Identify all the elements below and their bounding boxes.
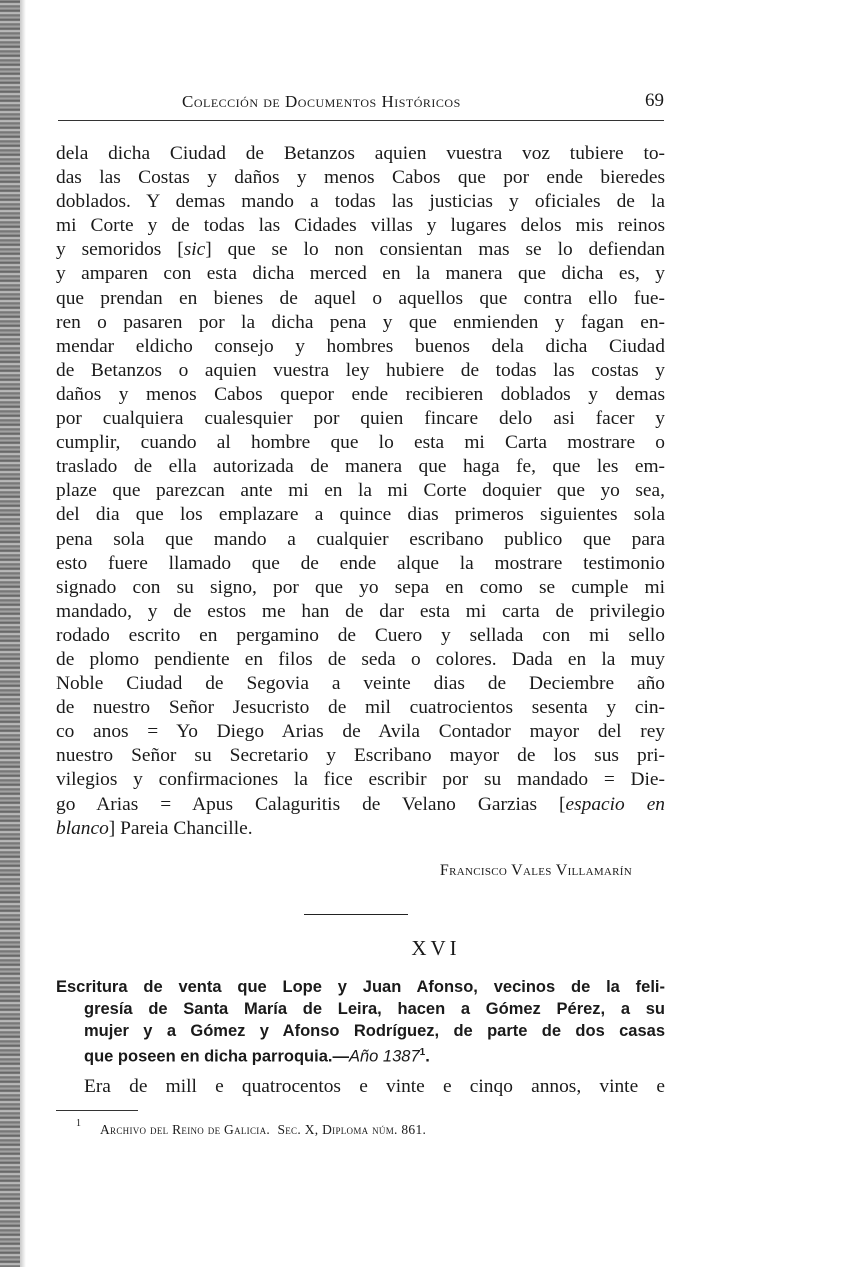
footnote-reference-text: Sec. X, Diploma núm. 861.: [277, 1122, 427, 1137]
doc-title-line: mujer y a Gómez y Afonso Rodríguez, de parte de dos casas: [84, 1022, 665, 1040]
text-line: blanco] Pareia Chancille.: [56, 817, 253, 839]
text-line: por cualquiera cualesquier por quien fincare delo asi facer y: [56, 408, 665, 430]
text-line: plaze que parezcan ante mi en la mi Corte doquier que yo sea,: [56, 480, 665, 502]
text-line: de nuestro Señor Jesucristo de mil cuatrocientos sesenta y cin-: [56, 697, 665, 719]
text-line: signado con su signo, por que yo sepa en como se cumple mi: [56, 576, 665, 598]
text-line: traslado de ella autorizada de manera que haga fe, que les em-: [56, 456, 665, 478]
document-body-first-line: Era de mill e quatrocentos e vinte e cinqo annos, vinte e: [84, 1076, 665, 1097]
text-line: mi Corte y de todas las Cidades villas y lugares delos mis reinos: [56, 215, 665, 237]
text-line: vilegios y confirmaciones la fice escribir por su mandado = Die-: [56, 769, 665, 791]
footnote-mark: 1: [76, 1118, 81, 1129]
doc-title-line: Escritura de venta que Lope y Juan Afonso, vecinos de la feli-: [56, 978, 665, 996]
main-text-block: [56, 142, 665, 841]
document-title: [56, 976, 665, 1068]
text-line: del dia que los emplazare a quince dias primeros siguientes sola: [56, 504, 665, 526]
text-line: nuestro Señor su Secretario y Escribano mayor de los sus pri-: [56, 745, 665, 767]
text-line: cumplir, cuando al hombre que lo esta mi Carta mostrare o: [56, 432, 665, 454]
running-title: Colección de Documentos Históricos: [182, 92, 461, 111]
text-line: y amparen con esta dicha merced en la manera que dicha es, y: [56, 263, 665, 285]
text-line: mandado, y de estos me han de dar esta mi carta de privilegio: [56, 600, 665, 622]
doc-title-text: que poseen en dicha parroquia.—: [84, 1047, 349, 1066]
section-divider: [304, 914, 408, 915]
footnote-archive: Archivo del Reino de Galicia.: [100, 1122, 271, 1137]
author-signature: Francisco Vales Villamarín: [439, 862, 632, 879]
doc-title-line: que poseen en dicha parroquia.—Año 1387$^1$.: [84, 1047, 430, 1066]
page-number: 69: [645, 90, 664, 111]
footnote-reference[interactable]: 1: [419, 1047, 426, 1058]
section-number: XVI: [411, 936, 461, 960]
book-binding-edge: [0, 0, 20, 1267]
text-line: go Arias = Apus Calaguritis de Velano Garzias [espacio en: [56, 793, 665, 815]
header-rule: [58, 120, 664, 121]
text-line: co anos = Yo Diego Arias de Avila Contador mayor del rey: [56, 721, 665, 743]
text-line: dela dicha Ciudad de Betanzos aquien vuestra voz tubiere to-: [56, 143, 665, 164]
footnote-rule: [56, 1110, 138, 1111]
text-line: daños y menos Cabos quepor ende recibieren doblados y demas: [56, 383, 665, 405]
doc-title-line: gresía de Santa María de Leira, hacen a Gómez Pérez, a su: [84, 1000, 665, 1018]
text-line: de plomo pendiente en filos de seda o colores. Dada en la muy: [56, 648, 665, 670]
text-line: pena sola que mando a cualquier escribano publico que para: [56, 528, 665, 550]
text-line: mendar eldicho consejo y hombres buenos dela dicha Ciudad: [56, 335, 665, 357]
text-line: de Betanzos o aquien vuestra ley hubiere de todas las costas y: [56, 359, 665, 381]
text-line: Noble Ciudad de Segovia a veinte dias de Deciembre año: [56, 673, 665, 695]
footnote: [76, 1118, 427, 1138]
running-header: [58, 88, 664, 114]
text-line: esto fuere llamado que de ende alque la mostrare testimonio: [56, 552, 665, 574]
text-line: y semoridos [sic] que se lo non consientan mas se lo defiendan: [56, 239, 666, 261]
doc-year: Año 1387: [348, 1047, 420, 1066]
text-line: ren o pasaren por la dicha pena y que enmienden y fagan en-: [56, 311, 665, 333]
text-line: doblados. Y demas mando a todas las justicias y oficiales de la: [56, 191, 665, 213]
text-line: das las Costas y daños y menos Cabos que por ende bieredes: [56, 167, 665, 189]
text-line: que prendan en bienes de aquel o aquellos que contra ello fue-: [56, 287, 665, 309]
text-line: rodado escrito en pergamino de Cuero y sellada con mi sello: [56, 624, 665, 646]
